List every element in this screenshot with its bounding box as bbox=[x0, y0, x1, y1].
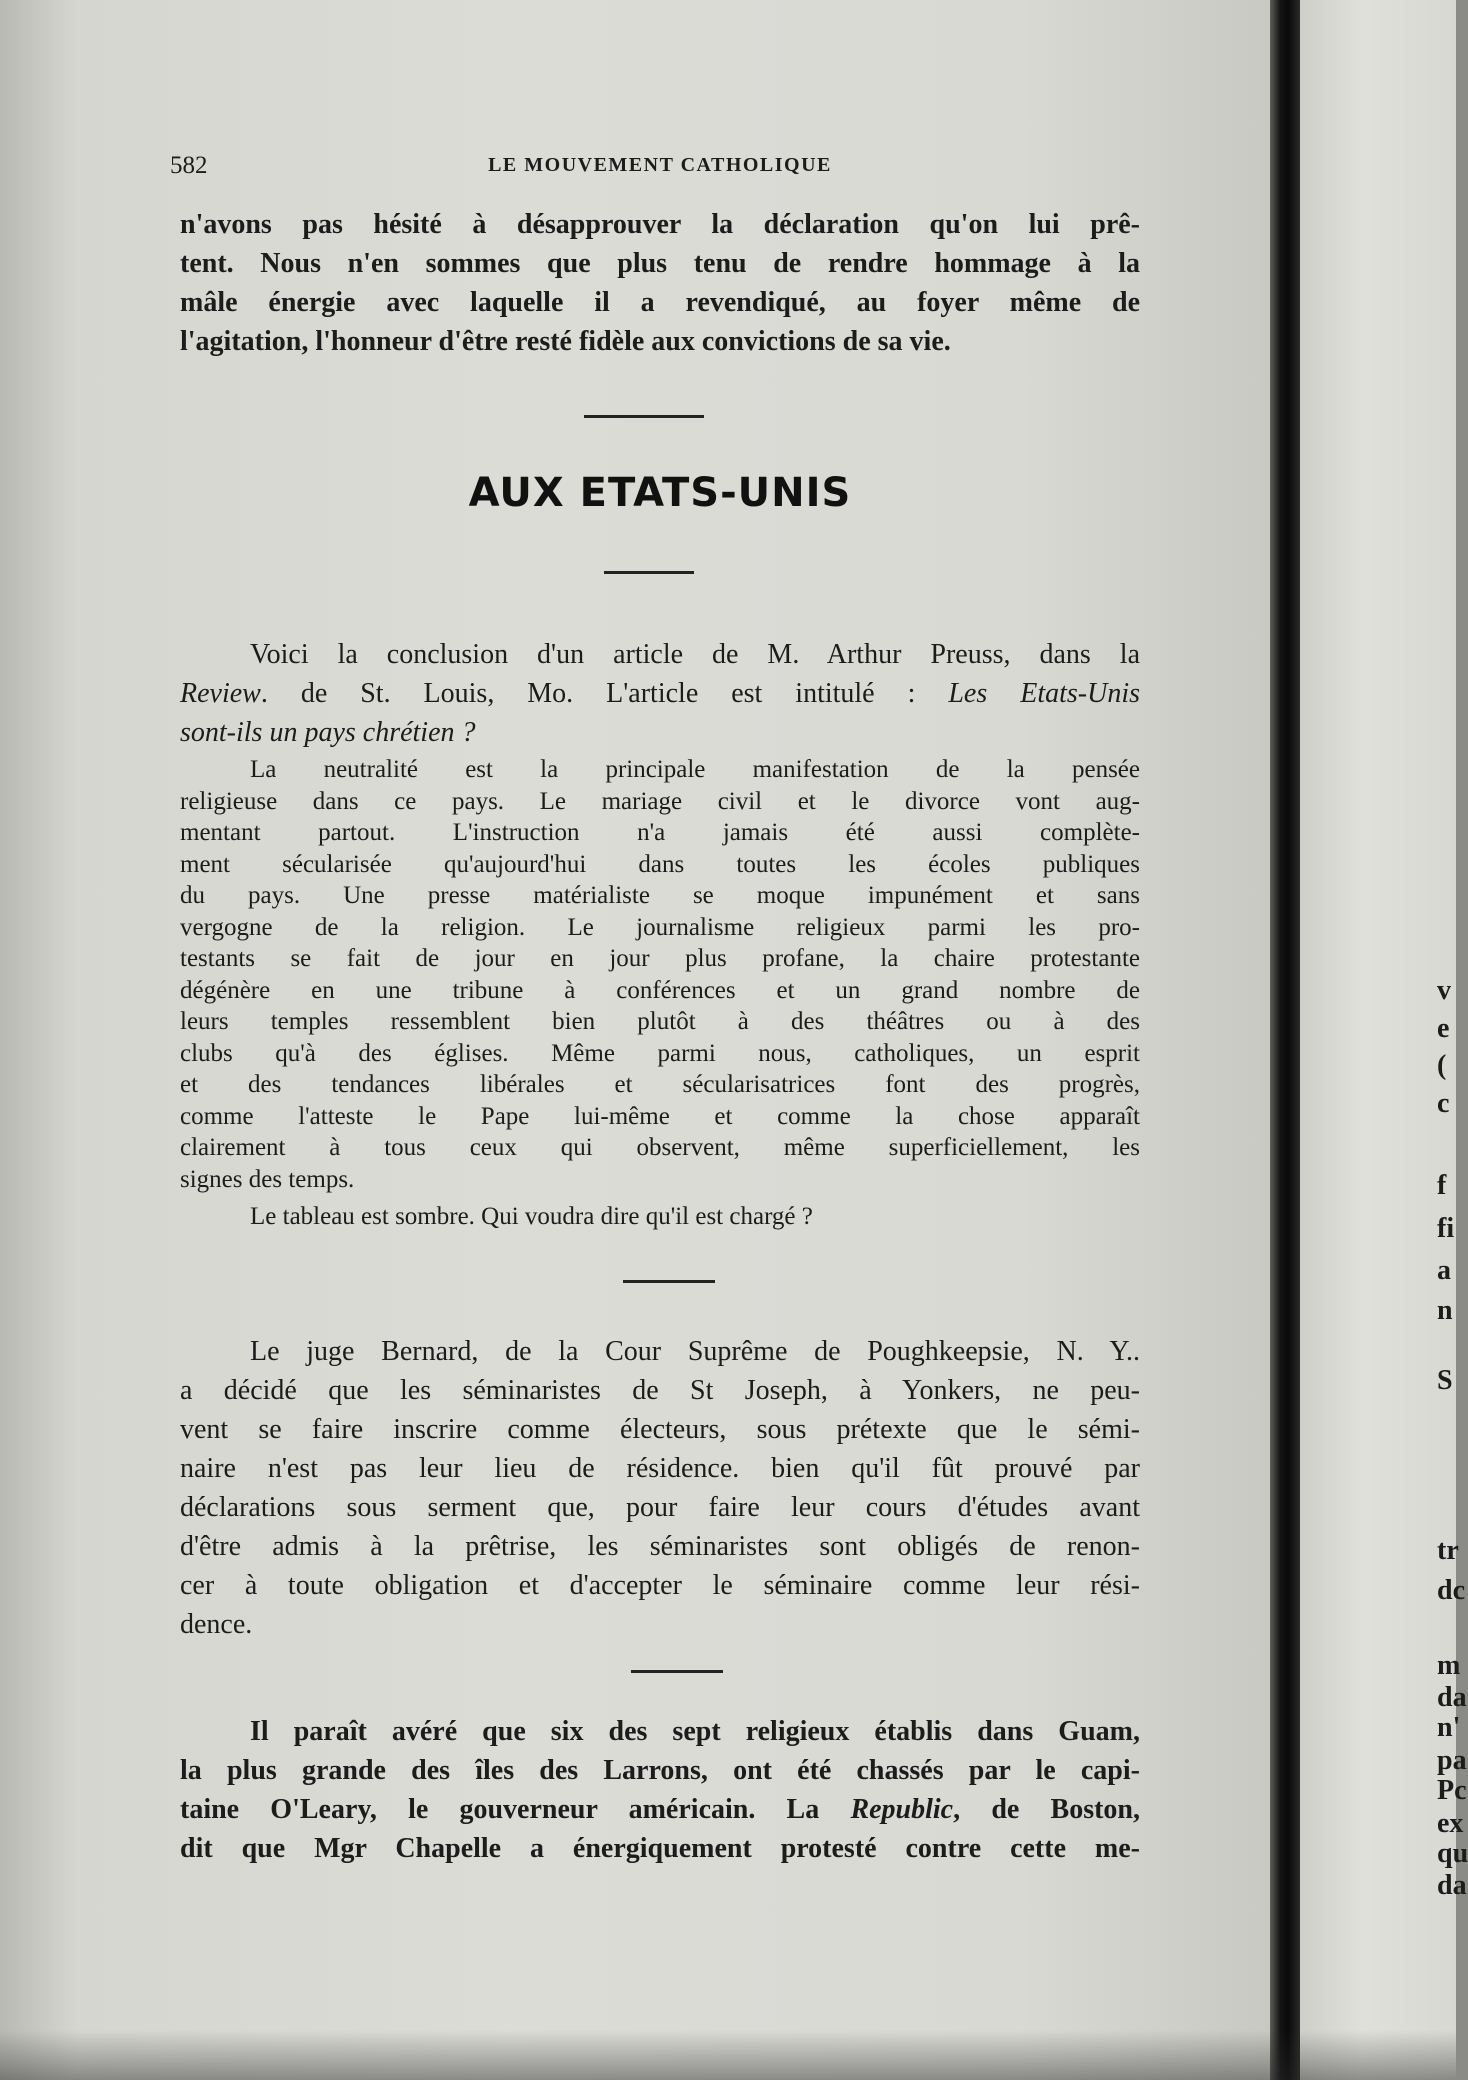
facing-page-fragment: f bbox=[1437, 1170, 1447, 1201]
facing-page-fragment: S bbox=[1437, 1365, 1453, 1396]
facing-page-fragment: e bbox=[1437, 1013, 1450, 1044]
newspaper-title: Republic bbox=[850, 1794, 954, 1825]
facing-page-fragment: ex bbox=[1437, 1808, 1464, 1839]
quote-line: vergogne de la religion. Le journalisme religieux parmi les pro- bbox=[180, 913, 1140, 941]
facing-page-fragment: tr bbox=[1437, 1535, 1459, 1566]
text-line: taine O'Leary, le gouverneur américain. La Republic, de Boston, bbox=[180, 1794, 1140, 1825]
facing-page-fragment: qu bbox=[1437, 1838, 1468, 1869]
text-line: d'être admis à la prêtrise, les séminaristes sont obligés de renon- bbox=[180, 1531, 1140, 1562]
title-divider bbox=[604, 571, 694, 574]
quote-line: testants se fait de jour en jour plus profane, la chaire protestante bbox=[180, 945, 1140, 972]
quote-line: comme l'atteste le Pape lui-même et comme la chose apparaît bbox=[180, 1102, 1140, 1130]
bottom-shadow bbox=[0, 2030, 1456, 2080]
facing-page-fragment: pa bbox=[1437, 1745, 1467, 1776]
book-gutter bbox=[1270, 0, 1300, 2080]
top-paragraph bbox=[180, 205, 1140, 361]
section-divider bbox=[584, 415, 704, 418]
running-head bbox=[170, 152, 1140, 182]
text-line: l'agitation, l'honneur d'être resté fidèle aux convictions de sa vie. bbox=[180, 326, 951, 357]
quote-line: signes des temps. bbox=[180, 1165, 355, 1193]
facing-page-fragment: n bbox=[1437, 1295, 1453, 1326]
quote-line: clubs qu'à des églises. Même parmi nous, catholiques, un esprit bbox=[180, 1039, 1140, 1067]
quote-line: du pays. Une presse matérialiste se moque impunément et sans bbox=[180, 882, 1140, 909]
facing-page-fragment: c bbox=[1437, 1088, 1450, 1119]
facing-page-fragment: Pc bbox=[1437, 1775, 1467, 1806]
guam-paragraph bbox=[180, 1712, 1140, 1868]
facing-page-fragment: n' bbox=[1437, 1712, 1461, 1743]
facing-page-fragment: v bbox=[1437, 975, 1451, 1006]
facing-page-fragment: ( bbox=[1437, 1050, 1447, 1081]
facing-page-fragment: da bbox=[1437, 1870, 1467, 1901]
text-line: naire n'est pas leur lieu de résidence. bien qu'il fût prouvé par bbox=[180, 1453, 1140, 1484]
facing-page-fragment: fi bbox=[1437, 1213, 1455, 1244]
text-line: vent se faire inscrire comme électeurs, sous prétexte que le sémi- bbox=[180, 1414, 1140, 1445]
facing-page bbox=[1300, 0, 1456, 2080]
section-divider bbox=[631, 1670, 723, 1673]
quote-closing: Le tableau est sombre. Qui voudra dire qu'il est chargé ? bbox=[250, 1203, 813, 1230]
text-line: la plus grande des îles des Larrons, ont été chassés par le capi- bbox=[180, 1755, 1140, 1786]
page-number: 582 bbox=[170, 152, 208, 179]
quote-line: La neutralité est la principale manifestation de la pensée bbox=[250, 756, 1140, 783]
text-line bbox=[180, 713, 1140, 752]
bernard-paragraph bbox=[180, 1332, 1140, 1644]
facing-page-fragment: a bbox=[1437, 1255, 1451, 1286]
quote-line: dégénère en une tribune à conférences et un grand nombre de bbox=[180, 976, 1140, 1004]
quote-line: mentant partout. L'instruction n'a jamais été aussi complète- bbox=[180, 819, 1140, 846]
text-line: Voici la conclusion d'un article de M. Arthur Preuss, dans la bbox=[250, 639, 1140, 670]
facing-page-fragment: dc bbox=[1437, 1575, 1465, 1606]
section-title: AUX ETATS-UNIS bbox=[468, 470, 852, 516]
quote-line: et des tendances libérales et sécularisatrices font des progrès, bbox=[180, 1071, 1140, 1098]
quote-line: leurs temples ressemblent bien plutôt à des théâtres ou à des bbox=[180, 1008, 1140, 1035]
facing-page-fragment: m bbox=[1437, 1650, 1461, 1681]
article-title: Les Etats-Unis bbox=[948, 678, 1140, 709]
quote-line: clairement à tous ceux qui observent, même superficiellement, les bbox=[180, 1134, 1140, 1161]
text-line: n'avons pas hésité à désapprouver la déclaration qu'on lui prê- bbox=[180, 209, 1140, 240]
review-title: Review bbox=[180, 678, 261, 709]
text-line: déclarations sous serment que, pour faire leur cours d'études avant bbox=[180, 1492, 1140, 1523]
text-line: cer à toute obligation et d'accepter le séminaire comme leur rési- bbox=[180, 1570, 1140, 1601]
text-line: dit que Mgr Chapelle a énergiquement protesté contre cette me- bbox=[180, 1833, 1140, 1864]
preuss-intro bbox=[180, 635, 1140, 752]
facing-page-fragment: da bbox=[1437, 1682, 1467, 1713]
text-line: Le juge Bernard, de la Cour Suprême de Poughkeepsie, N. Y.. bbox=[250, 1336, 1140, 1367]
section-divider bbox=[623, 1280, 715, 1283]
quote-line: ment sécularisée qu'aujourd'hui dans toutes les écoles publiques bbox=[180, 850, 1140, 878]
quote-line: religieuse dans ce pays. Le mariage civil et le divorce vont aug- bbox=[180, 787, 1140, 815]
text-line: dence. bbox=[180, 1609, 253, 1640]
text-line: mâle énergie avec laquelle il a revendiqué, au foyer même de bbox=[180, 287, 1140, 318]
running-title: LE MOUVEMENT CATHOLIQUE bbox=[488, 154, 832, 176]
preuss-quote bbox=[180, 754, 1140, 1233]
text-line: a décidé que les séminaristes de St Joseph, à Yonkers, ne peu- bbox=[180, 1375, 1140, 1406]
article-title: sont-ils un pays chrétien ? bbox=[180, 717, 476, 748]
text-line: Il paraît avéré que six des sept religieux établis dans Guam, bbox=[250, 1716, 1140, 1747]
text-line: Review. de St. Louis, Mo. L'article est intitulé : Les Etats-Unis bbox=[180, 678, 1140, 709]
text-line: tent. Nous n'en sommes que plus tenu de rendre hommage à la bbox=[180, 248, 1140, 279]
